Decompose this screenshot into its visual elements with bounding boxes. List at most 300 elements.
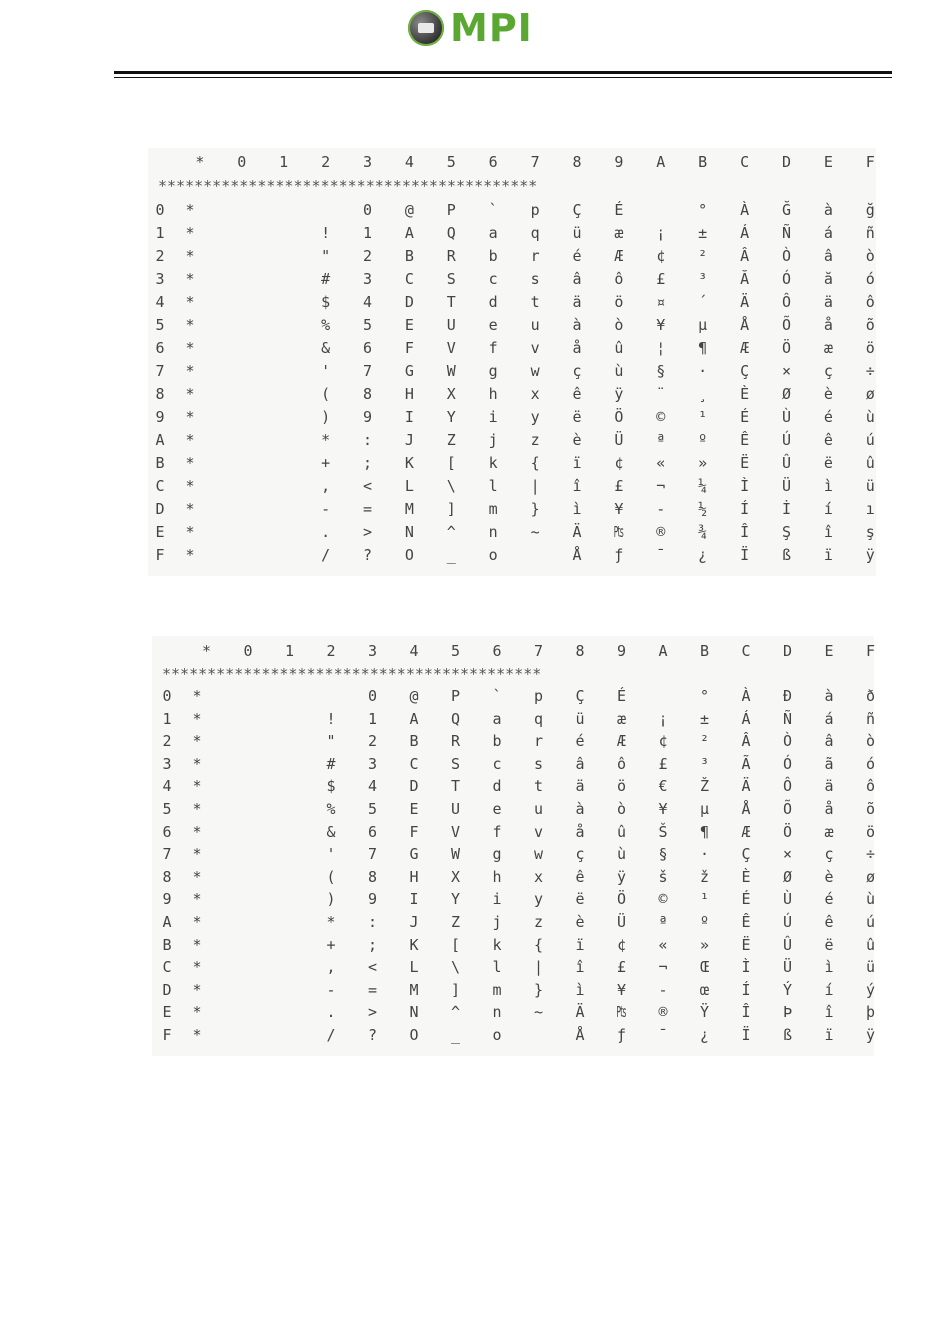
character-cell: Å	[740, 316, 750, 334]
character-cell: û	[865, 454, 875, 472]
character-cell: Ó	[781, 270, 792, 288]
row-star: *	[185, 293, 195, 311]
character-cell: ë	[824, 935, 834, 954]
character-cell: }	[533, 980, 544, 999]
character-cell: È	[740, 385, 750, 403]
table-header-cell: 6	[492, 642, 502, 660]
character-cell: €	[658, 777, 668, 796]
character-cell: °	[698, 201, 708, 219]
row-label: C	[155, 477, 165, 495]
character-cell: ®	[658, 1003, 668, 1022]
character-cell: e	[488, 316, 498, 334]
character-cell: ç	[823, 362, 833, 380]
row-label: 2	[162, 732, 172, 751]
character-cell: h	[488, 385, 498, 403]
row-label: 2	[155, 247, 165, 265]
character-cell: {	[530, 454, 540, 472]
character-cell: Ü	[616, 913, 627, 931]
table-header-cell: 9	[614, 153, 624, 171]
character-table-2	[152, 636, 874, 1056]
character-cell: R	[446, 247, 456, 265]
character-cell: |	[533, 958, 544, 977]
character-cell: É	[741, 890, 751, 909]
table-header-cell: E	[824, 642, 834, 660]
character-cell: õ	[865, 800, 876, 818]
mpi-logo	[408, 8, 533, 48]
character-cell: V	[446, 339, 456, 357]
character-cell: Õ	[782, 800, 793, 818]
character-cell: Z	[450, 913, 461, 931]
character-cell: å	[823, 316, 833, 334]
character-cell: £	[658, 754, 668, 773]
character-cell: #	[321, 270, 331, 288]
character-cell: ¯	[658, 1026, 668, 1044]
character-cell: §	[658, 845, 668, 864]
table-header-cell: E	[823, 153, 833, 171]
character-cell: ă	[823, 270, 833, 288]
character-cell: ²	[698, 247, 708, 265]
row-star: *	[185, 477, 195, 495]
character-cell: è	[572, 431, 582, 449]
row-label: E	[155, 523, 165, 541]
character-cell: ƒ	[614, 546, 624, 564]
character-cell: î	[823, 523, 833, 541]
character-cell: Y	[450, 890, 461, 909]
row-label: F	[162, 1026, 172, 1044]
character-cell: _	[450, 1026, 461, 1044]
character-cell: Ğ	[781, 201, 792, 219]
character-cell: ¶	[699, 822, 710, 841]
row-label: 0	[162, 687, 172, 705]
character-cell: Æ	[616, 732, 627, 751]
character-cell: C	[409, 754, 419, 773]
character-cell: -	[656, 500, 666, 518]
character-cell: ´	[698, 293, 708, 311]
character-cell: ¢	[614, 454, 624, 472]
character-cell: 6	[362, 339, 373, 357]
character-cell: p	[533, 687, 544, 705]
character-cell: ä	[575, 777, 585, 796]
character-cell: ó	[865, 754, 876, 773]
character-cell: Ø	[781, 385, 792, 403]
character-cell: -	[658, 980, 668, 999]
character-cell: Ò	[782, 732, 793, 751]
character-cell: ¢	[658, 732, 668, 751]
character-cell: .	[321, 523, 331, 541]
character-cell: á	[823, 224, 833, 242]
character-cell: ÷	[865, 362, 875, 380]
character-cell: >	[362, 523, 373, 541]
character-cell: F	[404, 339, 414, 357]
character-cell: â	[824, 732, 834, 751]
character-cell: Ü	[781, 477, 792, 495]
character-cell: È	[741, 867, 751, 886]
character-cell: Ù	[781, 408, 792, 426]
table-header-cell: 3	[367, 642, 378, 660]
character-cell: '	[321, 362, 331, 380]
character-cell: é	[572, 247, 582, 265]
character-cell: ô	[865, 777, 876, 796]
header-rule-thick	[114, 71, 892, 74]
character-cell: ®	[656, 523, 666, 541]
character-cell: ô	[616, 754, 627, 773]
character-cell: f	[488, 339, 498, 357]
character-cell: À	[740, 201, 750, 219]
character-cell: Ü	[782, 958, 793, 977]
character-cell: ö	[614, 293, 624, 311]
character-cell: I	[404, 408, 414, 426]
character-cell: Þ	[782, 1003, 793, 1022]
table-header-cell: *	[195, 153, 205, 171]
row-label: B	[155, 454, 165, 472]
character-cell: è	[823, 385, 833, 403]
character-cell: ~	[533, 1003, 544, 1022]
character-cell: Ñ	[781, 224, 792, 242]
character-cell: Ä	[740, 293, 750, 311]
character-cell: î	[575, 958, 585, 977]
character-cell: D	[404, 293, 414, 311]
character-cell: ¡	[656, 224, 666, 242]
character-cell: Ö	[781, 339, 792, 357]
character-cell: É	[740, 408, 750, 426]
character-cell: =	[362, 500, 373, 518]
table-separator: ******************************************	[158, 178, 538, 194]
character-cell: ç	[572, 362, 582, 380]
character-cell: «	[658, 935, 668, 954]
table-header-cell: 2	[321, 153, 331, 171]
character-cell: Z	[446, 431, 456, 449]
character-cell: n	[492, 1003, 502, 1022]
character-cell: Ï	[740, 546, 750, 564]
character-cell: ¥	[658, 800, 668, 818]
character-cell: ¥	[616, 980, 627, 999]
character-cell: m	[492, 980, 502, 999]
character-cell: Ö	[614, 408, 624, 426]
character-cell: Ë	[741, 935, 751, 954]
character-cell: q	[530, 224, 540, 242]
character-cell: U	[446, 316, 456, 334]
character-cell: :	[362, 431, 373, 449]
character-cell: "	[321, 247, 331, 265]
character-cell: Â	[741, 732, 751, 751]
character-cell: ë	[572, 408, 582, 426]
character-cell: p	[530, 201, 540, 219]
character-cell: 2	[367, 732, 378, 751]
row-label: A	[155, 431, 165, 449]
character-cell: Ì	[741, 958, 751, 977]
character-cell: h	[492, 867, 502, 886]
row-label: 7	[155, 362, 165, 380]
character-cell: û	[865, 935, 876, 954]
character-cell: ¼	[698, 477, 708, 495]
character-cell: 8	[362, 385, 373, 403]
character-cell: ~	[530, 523, 540, 541]
row-star: *	[192, 732, 202, 751]
character-cell: B	[404, 247, 414, 265]
character-cell: »	[698, 454, 708, 472]
character-cell: ¶	[698, 339, 708, 357]
character-cell: N	[404, 523, 414, 541]
character-cell: ß	[782, 1026, 793, 1044]
character-cell: ÿ	[614, 385, 624, 403]
character-cell: í	[824, 980, 834, 999]
character-cell: _	[446, 546, 456, 564]
character-cell: Å	[575, 1026, 585, 1044]
character-cell: é	[823, 408, 833, 426]
character-cell: '	[326, 845, 336, 864]
character-cell: ð	[865, 687, 876, 705]
character-cell: |	[530, 477, 540, 495]
character-cell: {	[533, 935, 544, 954]
character-cell: Ë	[740, 454, 750, 472]
character-cell: K	[404, 454, 414, 472]
character-table-1	[148, 148, 876, 576]
character-cell: b	[492, 732, 502, 751]
character-cell: Š	[658, 822, 668, 841]
character-cell: [	[450, 935, 461, 954]
character-cell: W	[446, 362, 456, 380]
character-cell: è	[575, 913, 585, 931]
row-label: 9	[162, 890, 172, 909]
character-cell: Ñ	[782, 709, 793, 728]
character-cell: ê	[823, 431, 833, 449]
character-cell: Ö	[616, 890, 627, 909]
character-cell: -	[321, 500, 331, 518]
character-cell: İ	[781, 500, 792, 518]
character-cell: Q	[450, 709, 461, 728]
character-cell: 1	[367, 709, 378, 728]
character-cell: b	[488, 247, 498, 265]
row-star: *	[192, 709, 202, 728]
character-cell: \	[450, 958, 461, 977]
character-cell: K	[409, 935, 419, 954]
character-cell: ñ	[865, 709, 876, 728]
character-cell: ÿ	[865, 546, 875, 564]
row-star: *	[185, 362, 195, 380]
row-label: 6	[162, 822, 172, 841]
character-cell: o	[488, 546, 498, 564]
character-cell: ;	[362, 454, 373, 472]
row-star: *	[192, 935, 202, 954]
character-cell: c	[492, 754, 502, 773]
table-header-cell: A	[656, 153, 666, 171]
character-cell: ë	[823, 454, 833, 472]
character-cell: *	[326, 913, 336, 931]
character-cell: y	[530, 408, 540, 426]
character-cell: ú	[865, 913, 876, 931]
table-header-cell: B	[699, 642, 710, 660]
character-cell: +	[321, 454, 331, 472]
character-cell: ò	[865, 247, 875, 265]
character-cell: Ã	[741, 754, 751, 773]
row-star: *	[192, 822, 202, 841]
character-cell: !	[326, 709, 336, 728]
character-cell: ª	[656, 431, 666, 449]
character-cell: £	[656, 270, 666, 288]
character-cell: Û	[782, 935, 793, 954]
character-cell: ž	[699, 867, 710, 886]
character-cell: š	[658, 867, 668, 886]
character-cell: ƒ	[616, 1026, 627, 1044]
character-cell: à	[823, 201, 833, 219]
character-cell: É	[614, 201, 624, 219]
character-cell: â	[823, 247, 833, 265]
character-cell: Œ	[699, 958, 710, 977]
table-header-cell: *	[201, 642, 212, 660]
character-cell: µ	[698, 316, 708, 334]
character-cell: e	[492, 800, 502, 818]
table-header-cell: F	[865, 153, 875, 171]
table-header-cell: 6	[488, 153, 498, 171]
character-cell: M	[409, 980, 419, 999]
row-label: 9	[155, 408, 165, 426]
character-cell: Ø	[782, 867, 793, 886]
character-cell: Ÿ	[699, 1003, 710, 1022]
character-cell: Á	[740, 224, 750, 242]
character-cell: P	[450, 687, 461, 705]
character-cell: ¹	[698, 408, 708, 426]
character-cell: &	[326, 822, 336, 841]
character-cell: Ê	[740, 431, 750, 449]
character-cell: +	[326, 935, 336, 954]
character-cell: ï	[824, 1026, 834, 1044]
character-cell: 4	[362, 293, 373, 311]
character-cell: Á	[741, 709, 751, 728]
character-cell: y	[533, 890, 544, 909]
character-cell: ÷	[865, 845, 876, 864]
character-cell: m	[488, 500, 498, 518]
character-cell: G	[409, 845, 419, 864]
character-cell: Â	[740, 247, 750, 265]
character-cell: ä	[824, 777, 834, 796]
character-cell: g	[492, 845, 502, 864]
character-cell: ì	[823, 477, 833, 495]
row-label: B	[162, 935, 172, 954]
character-cell: ¥	[656, 316, 666, 334]
character-cell: Ç	[741, 845, 751, 864]
character-cell: H	[404, 385, 414, 403]
character-cell: E	[409, 800, 419, 818]
character-cell: u	[530, 316, 540, 334]
character-cell: Ï	[741, 1026, 751, 1044]
character-cell: :	[367, 913, 378, 931]
character-cell: 4	[367, 777, 378, 796]
row-star: *	[185, 247, 195, 265]
character-cell: O	[409, 1026, 419, 1044]
character-cell: ·	[698, 362, 708, 380]
character-cell: ÿ	[865, 1026, 876, 1044]
character-cell: $	[326, 777, 336, 796]
character-cell: F	[409, 822, 419, 841]
character-cell: æ	[616, 709, 627, 728]
row-label: F	[155, 546, 165, 564]
character-cell: Î	[741, 1003, 751, 1022]
character-cell: A	[404, 224, 414, 242]
character-cell: à	[572, 316, 582, 334]
character-cell: ê	[572, 385, 582, 403]
character-cell: ü	[865, 477, 875, 495]
character-cell: 0	[367, 687, 378, 705]
character-cell: í	[823, 500, 833, 518]
character-cell: H	[409, 867, 419, 886]
character-cell: ï	[572, 454, 582, 472]
character-cell: ô	[614, 270, 624, 288]
character-cell: ]	[450, 980, 461, 999]
character-cell: 3	[367, 754, 378, 773]
character-cell: î	[824, 1003, 834, 1022]
row-label: 6	[155, 339, 165, 357]
character-cell: G	[404, 362, 414, 380]
table-header-cell: A	[658, 642, 668, 660]
character-cell: 9	[367, 890, 378, 909]
character-cell: Å	[572, 546, 582, 564]
row-star: *	[185, 316, 195, 334]
row-label: 3	[155, 270, 165, 288]
character-cell: ©	[658, 890, 668, 909]
character-cell: ¸	[698, 385, 708, 403]
character-cell: L	[409, 958, 419, 977]
character-cell: Í	[740, 500, 750, 518]
character-cell: a	[488, 224, 498, 242]
character-cell: %	[321, 316, 331, 334]
character-cell: 7	[362, 362, 373, 380]
character-cell: 2	[362, 247, 373, 265]
character-cell: ½	[698, 500, 708, 518]
character-cell: R	[450, 732, 461, 751]
character-cell: Æ	[741, 822, 751, 841]
character-cell: ö	[865, 339, 875, 357]
character-cell: l	[488, 477, 498, 495]
character-cell: Ç	[575, 687, 585, 705]
character-cell: Ì	[740, 477, 750, 495]
row-label: E	[162, 1003, 172, 1022]
character-cell: ê	[824, 913, 834, 931]
character-cell: X	[446, 385, 456, 403]
character-cell: )	[321, 408, 331, 426]
character-cell: Ð	[782, 687, 793, 705]
character-cell: ñ	[865, 224, 875, 242]
character-cell: ù	[865, 890, 876, 909]
character-cell: .	[326, 1003, 336, 1022]
character-cell: v	[533, 822, 544, 841]
logo-text: MPI	[450, 6, 533, 50]
table-header-cell: 8	[575, 642, 585, 660]
character-cell: ¢	[656, 247, 666, 265]
character-cell: ç	[824, 845, 834, 864]
row-label: 1	[155, 224, 165, 242]
character-cell: ü	[865, 958, 876, 977]
character-cell: ¬	[656, 477, 666, 495]
row-label: 7	[162, 845, 172, 864]
character-cell: I	[409, 890, 419, 909]
character-cell: `	[492, 687, 502, 705]
character-cell: t	[530, 293, 540, 311]
character-cell: M	[404, 500, 414, 518]
character-cell: S	[446, 270, 456, 288]
character-cell: U	[450, 800, 461, 818]
character-cell: ±	[698, 224, 708, 242]
character-cell: ø	[865, 867, 876, 886]
row-star: *	[185, 339, 195, 357]
character-cell: P	[446, 201, 456, 219]
character-cell: <	[362, 477, 373, 495]
character-cell: 5	[367, 800, 378, 818]
character-cell: Ú	[781, 431, 792, 449]
character-cell: ₧	[616, 1003, 627, 1022]
character-cell: d	[492, 777, 502, 796]
character-cell: ?	[367, 1026, 378, 1044]
character-cell: æ	[823, 339, 833, 357]
